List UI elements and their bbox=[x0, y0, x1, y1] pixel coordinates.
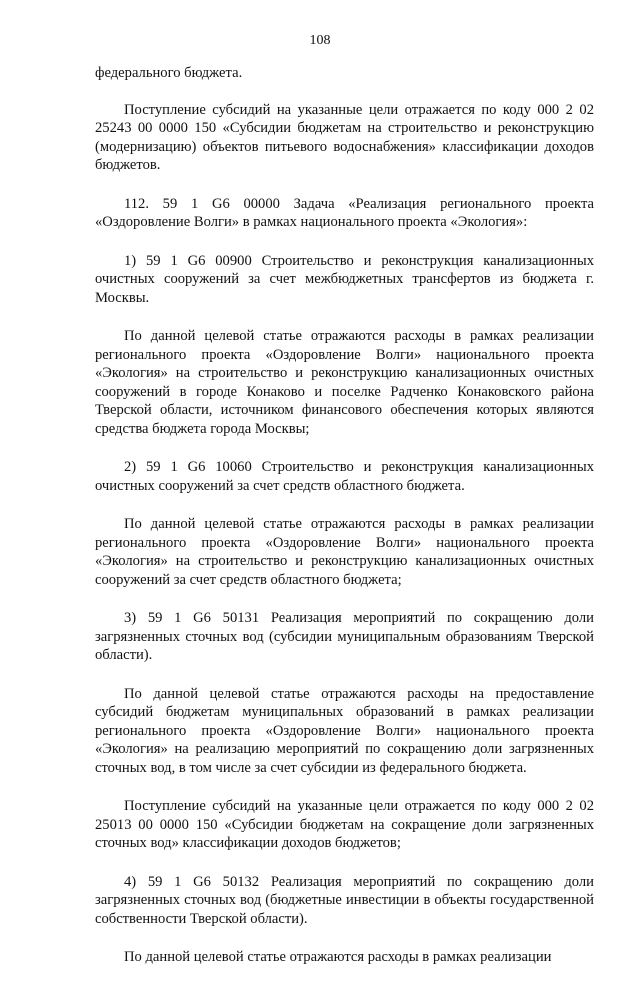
paragraph: По данной целевой статье отражаются расходы на предоставление субсидий бюджетам муниципальных образований в рамках реализации регионального проекта «Оздоровление Волги» национального проекта «Экология» на реализацию мероприятий по сокращению доли загрязненных сточных вод, в том числе за счет субсидии из федерального бюджета. bbox=[95, 685, 594, 776]
paragraph: 4) 59 1 G6 50132 Реализация мероприятий по сокращению доли загрязненных сточных вод (бюджетные инвестиции в объекты государственной собственности Тверской области). bbox=[95, 873, 594, 927]
paragraph: 3) 59 1 G6 50131 Реализация мероприятий по сокращению доли загрязненных сточных вод (субсидии муниципальным образованиям Тверской области). bbox=[95, 610, 594, 663]
paragraph: 1) 59 1 G6 00900 Строительство и реконструкция канализационных очистных сооружений за счет межбюджетных трансфертов из бюджета г. Москвы. bbox=[95, 252, 594, 306]
paragraph: По данной целевой статье отражаются расходы в рамках реализации регионального проекта «Оздоровление Волги» национального проекта «Экология» на строительство и реконструкцию канализационных очистных сооружений за счет средств областного бюджета; bbox=[95, 516, 594, 588]
paragraph: 2) 59 1 G6 10060 Строительство и реконструкция канализационных очистных сооружений за счет средств областного бюджета. bbox=[95, 459, 594, 494]
paragraph: По данной целевой статье отражаются расходы в рамках реализации bbox=[124, 949, 552, 965]
paragraph: 112. 59 1 G6 00000 Задача «Реализация регионального проекта «Оздоровление Волги» в рамках национального проекта «Экология»: bbox=[95, 195, 594, 230]
paragraph: Поступление субсидий на указанные цели отражается по коду 000 2 02 25243 00 0000 150 «Субсидии бюджетам на строительство и реконструкцию (модернизацию) объектов питьевого водоснабжения» классификации доходов бюджетов. bbox=[95, 101, 594, 173]
paragraph: федерального бюджета. bbox=[95, 65, 243, 81]
page-number: 108 bbox=[309, 33, 331, 48]
paragraph: По данной целевой статье отражаются расходы в рамках реализации регионального проекта «Оздоровление Волги» национального проекта «Экология» на строительство и реконструкцию канализационных очистных сооружений в городе Конаково и поселке Радченко Конаковского района Тверской области, источником финансового обеспечения которых являются средства бюджета города Москвы; bbox=[95, 328, 594, 437]
document-body bbox=[95, 64, 594, 987]
paragraph: Поступление субсидий на указанные цели отражается по коду 000 2 02 25013 00 0000 150 «Субсидии бюджетам на сокращение доли загрязненных сточных вод» классификации доходов бюджетов; bbox=[95, 798, 594, 851]
